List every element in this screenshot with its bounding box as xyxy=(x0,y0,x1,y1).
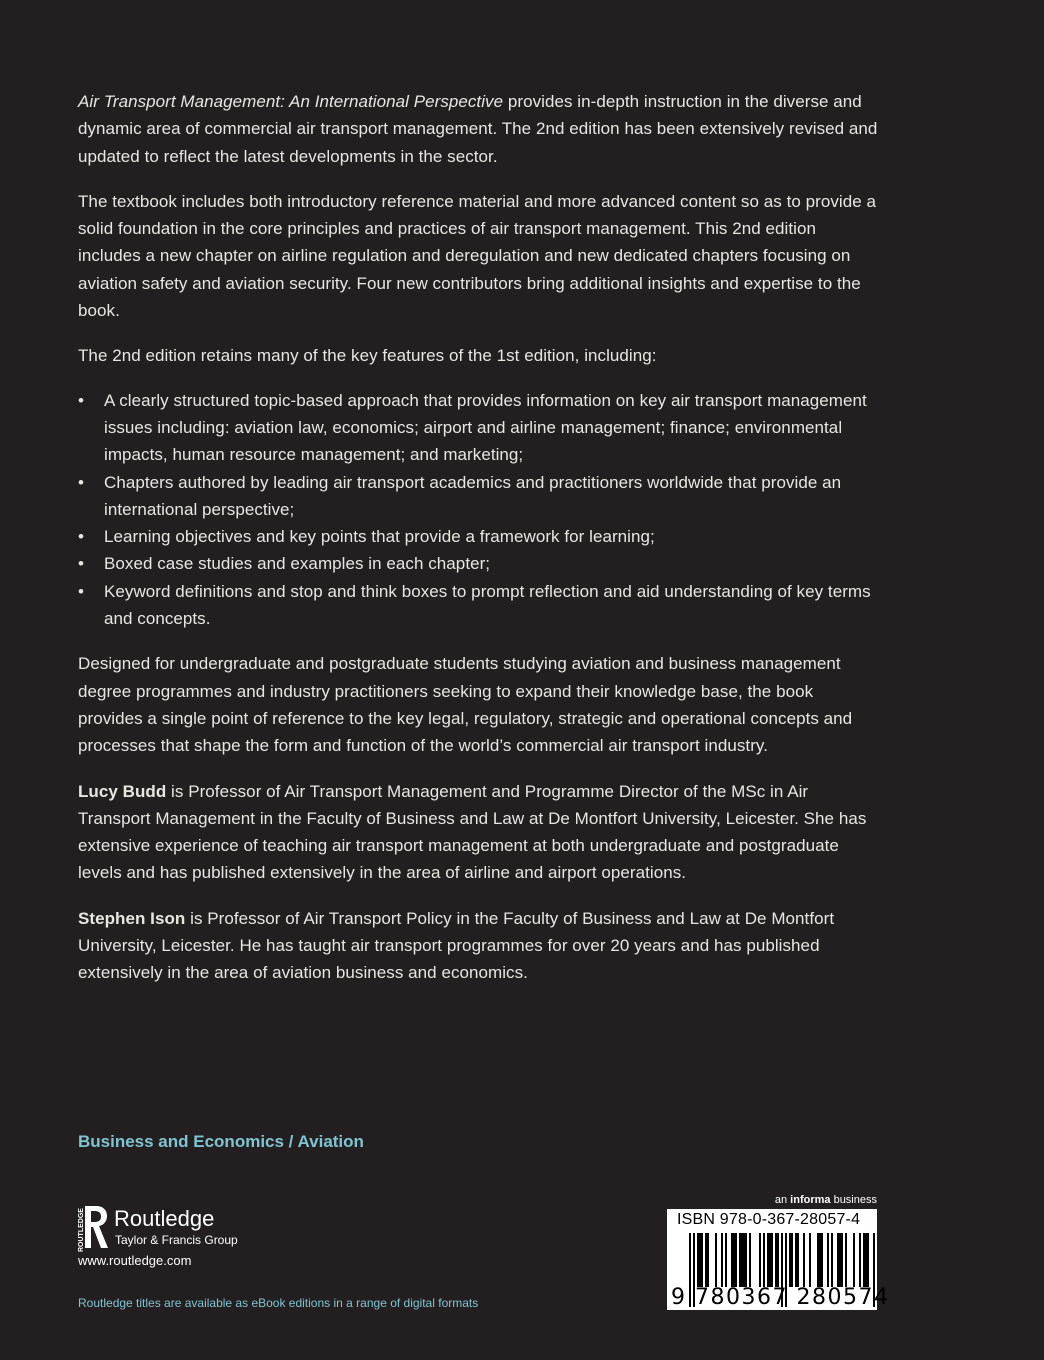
informa-business-label: an informa business xyxy=(774,1194,877,1206)
intro-text: provides in-depth instruction in the diverse and dynamic area of commercial air transport management. The 2nd edition has been extensively revised and updated to reflect the latest developments in the sector. xyxy=(78,92,878,166)
features-list xyxy=(78,387,878,633)
barcode-bar xyxy=(705,1233,707,1287)
barcode-bar xyxy=(749,1233,751,1287)
barcode-bar xyxy=(777,1233,779,1287)
barcode-bar xyxy=(733,1233,735,1287)
list-item: • Boxed case studies and examples in each chapter; xyxy=(78,550,878,577)
author-name-1: Lucy Budd xyxy=(78,781,167,801)
author-bio-2: Stephen Ison is Professor of Air Transport Policy in the Faculty of Business and Law at De Montfort University, Leicester. He has taught air transport programmes for over 20 years and has published extensively in the area of aviation business and economics. xyxy=(78,908,835,983)
barcode-bar xyxy=(701,1233,703,1287)
barcode-bar xyxy=(863,1233,865,1287)
barcode-bar xyxy=(725,1233,727,1287)
barcode-bar xyxy=(837,1233,839,1287)
informa-brand: informa xyxy=(790,1194,831,1206)
bullet-icon: • xyxy=(78,472,85,492)
barcode-bar xyxy=(821,1233,823,1287)
publisher-name: Routledge xyxy=(114,1206,215,1231)
barcode-bar xyxy=(743,1233,745,1287)
intro-paragraph xyxy=(78,88,878,170)
paragraph-features-intro: The 2nd edition retains many of the key features of the 1st edition, including: xyxy=(78,346,657,366)
author-bio-1: Lucy Budd is Professor of Air Transport Management and Programme Director of the MSc in Air Transport Management in the Faculty of Business and Law at De Montfort University, Leicester. She has extensive experience of teaching air transport management at both undergraduate and postgraduate levels and has published extensively in the area of airline and airport operations. xyxy=(78,781,867,883)
barcode-bar xyxy=(699,1233,701,1287)
barcode-bar xyxy=(789,1233,791,1287)
publisher-url[interactable]: www.routledge.com xyxy=(78,1253,192,1268)
barcode-bar xyxy=(697,1233,699,1287)
barcode xyxy=(667,1209,890,1310)
ebook-note: Routledge titles are available as eBook editions in a range of digital formats xyxy=(78,1296,479,1310)
barcode-bar xyxy=(803,1233,805,1287)
barcode-bar xyxy=(745,1233,747,1287)
publisher-logo xyxy=(76,1204,276,1252)
barcode-bar xyxy=(767,1233,769,1287)
back-cover-text xyxy=(78,88,878,1005)
barcode-bar xyxy=(839,1233,841,1287)
list-item: • A clearly structured topic-based approach that provides information on key air transport management issues including: aviation law, economics; airport and airline management; finance; environmental impacts, human resource management; and marketing; xyxy=(78,387,878,469)
barcode-digits: 9 780367 280574 xyxy=(671,1285,890,1310)
paragraph-audience: Designed for undergraduate and postgraduate students studying aviation and business management degree programmes and industry practitioners seeking to expand their knowledge base, the book provides a single point of reference to the key legal, regulatory, strategic and operational concepts and processes that shape the form and function of the world’s commercial air transport industry. xyxy=(78,654,853,756)
list-item: • Keyword definitions and stop and think boxes to prompt reflection and aid understanding of key terms and concepts. xyxy=(78,578,878,633)
barcode-bar xyxy=(841,1233,843,1287)
barcode-bar xyxy=(795,1233,797,1287)
barcode-bar xyxy=(791,1233,793,1287)
barcode-bar xyxy=(721,1233,723,1287)
barcode-bar xyxy=(797,1233,799,1287)
barcode-bar xyxy=(771,1233,773,1287)
barcode-bar xyxy=(731,1233,733,1287)
barcode-bar xyxy=(817,1233,819,1287)
barcode-bar xyxy=(827,1233,829,1287)
barcode-bar xyxy=(819,1233,821,1287)
barcode-bar xyxy=(707,1233,709,1287)
paragraph-contents: The textbook includes both introductory reference material and more advanced content so as to provide a solid foundation in the core principles and practices of air transport management. This 2nd edition includes a new chapter on airline regulation and deregulation and new dedicated chapters focusing on aviation safety and aviation security. Four new contributors bring additional insights and expertise to the book. xyxy=(78,191,876,321)
barcode-bar xyxy=(763,1233,765,1287)
list-item: • Chapters authored by leading air transport academics and practitioners worldwide that provide an international perspective; xyxy=(78,469,878,524)
barcode-bar xyxy=(741,1233,743,1287)
list-item: • Learning objectives and key points that provide a framework for learning; xyxy=(78,523,878,550)
bullet-icon: • xyxy=(78,554,85,574)
barcode-bar xyxy=(759,1233,761,1287)
bullet-icon: • xyxy=(78,390,85,410)
isbn-label: ISBN 978-0-367-28057-4 xyxy=(677,1211,861,1228)
barcode-bar xyxy=(845,1233,847,1287)
routledge-vertical-wordmark: ROUTLEDGE xyxy=(78,1208,85,1252)
barcode-bar xyxy=(831,1233,833,1287)
barcode-bar xyxy=(859,1233,861,1287)
bullet-icon: • xyxy=(78,581,85,601)
barcode-bar xyxy=(853,1233,855,1287)
barcode-bar xyxy=(715,1233,717,1287)
subject-category: Business and Economics / Aviation xyxy=(78,1132,364,1151)
barcode-bar xyxy=(739,1233,741,1287)
book-title: Air Transport Management: An International Perspective xyxy=(78,92,504,111)
barcode-bar xyxy=(769,1233,771,1287)
barcode-bar xyxy=(735,1233,737,1287)
author-name-2: Stephen Ison xyxy=(78,908,186,928)
barcode-bar xyxy=(775,1233,777,1287)
barcode-bar xyxy=(809,1233,811,1287)
barcode-bar xyxy=(867,1233,869,1287)
routledge-logo-icon xyxy=(76,1204,110,1252)
bullet-icon: • xyxy=(78,527,85,547)
publisher-group: Taylor & Francis Group xyxy=(115,1233,238,1247)
barcode-bar xyxy=(865,1233,867,1287)
